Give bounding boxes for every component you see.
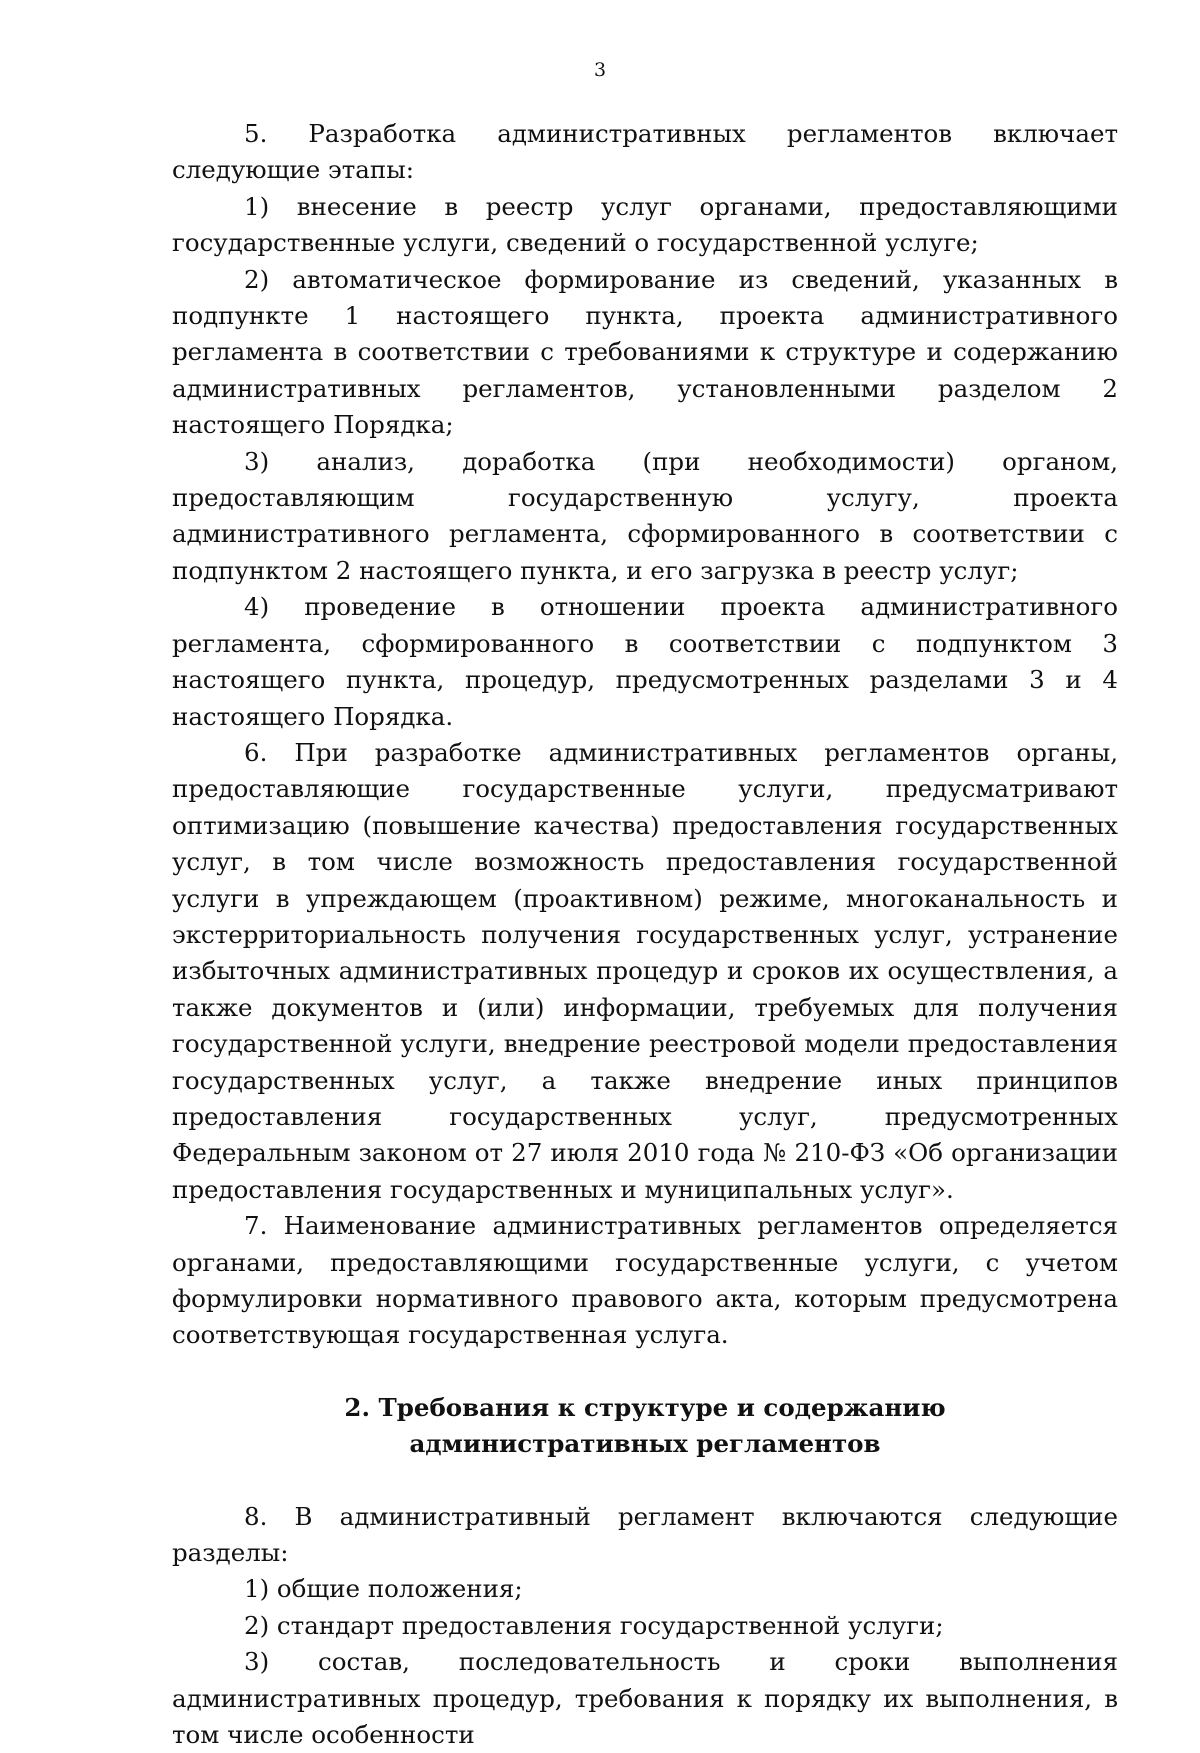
paragraph-5-item-3: 3) анализ, доработка (при необходимости) органом, предоставляющим государственную услугу, проекта административного регламента, сформированного в соответствии с подпунктом 2 настоящего пункта, и его загрузка в реестр услуг; bbox=[172, 446, 1118, 585]
paragraph-5-item-1: 1) внесение в реестр услуг органами, предоставляющими государственные услуги, сведений о государственной услуге; bbox=[172, 191, 1118, 258]
paragraph-5-item-4: 4) проведение в отношении проекта административного регламента, сформированного в соответствии с подпунктом 3 настоящего пункта, процедур, предусмотренных разделами 3 и 4 настоящего Порядка. bbox=[172, 592, 1118, 731]
document-body bbox=[172, 116, 1118, 1753]
paragraph-8-item-3: 3) состав, последовательность и сроки выполнения административных процедур, требования к порядку их выполнения, в том числе особенности bbox=[172, 1647, 1118, 1750]
paragraph-8-item-1: 1) общие положения; bbox=[244, 1574, 523, 1604]
paragraph-6: 6. При разработке административных регламентов органы, предоставляющие государственные услуги, предусматривают оптимизацию (повышение качества) предоставления государственных услуг, в том числе возможность предоставления государственной услуги в упреждающем (проактивном) режиме, многоканальность и экстерриториальность получения государственных услуг, устранение избыточных административных процедур и сроков их осуществления, а также документов и (или) информации, требуемых для получения государственной услуги, внедрение реестровой модели предоставления государственных услуг, а также внедрение иных принципов предоставления государственных услуг, предусмотренных Федеральным законом от 27 июля 2010 года № 210-ФЗ «Об организации предоставления государственных и муниципальных услуг». bbox=[172, 737, 1118, 1204]
paragraph-7: 7. Наименование административных регламентов определяется органами, предоставляющими государственные услуги, с учетом формулировки нормативного правового акта, которым предусмотрена соответствующая государственная услуга. bbox=[172, 1211, 1118, 1350]
section-heading bbox=[172, 1390, 1118, 1463]
paragraph-5-item-2: 2) автоматическое формирование из сведений, указанных в подпункте 1 настоящего пункта, проекта административного регламента в соответствии с требованиями к структуре и содержанию административных регламентов, установленными разделом 2 настоящего Порядка; bbox=[172, 264, 1118, 440]
section-heading-line-2: административных регламентов bbox=[409, 1429, 881, 1459]
paragraph-8: 8. В административный регламент включаются следующие разделы: bbox=[172, 1501, 1118, 1568]
page-number: 3 bbox=[593, 59, 607, 81]
paragraph-5: 5. Разработка административных регламентов включает следующие этапы: bbox=[172, 119, 1118, 185]
section-heading-line-1: 2. Требования к структуре и содержанию bbox=[344, 1392, 946, 1422]
paragraph-8-item-2: 2) стандарт предоставления государственной услуги; bbox=[244, 1610, 944, 1640]
